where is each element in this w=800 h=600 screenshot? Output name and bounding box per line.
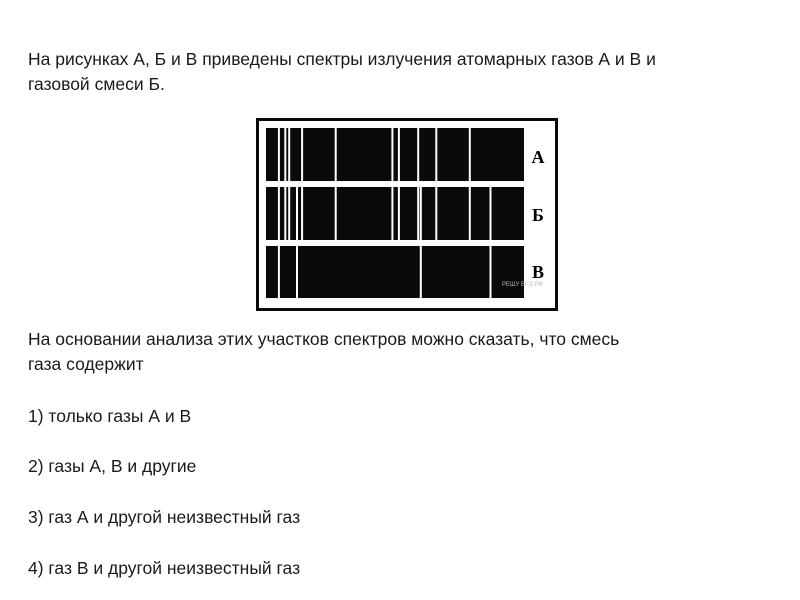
spectral-line-a-5 (335, 128, 337, 181)
spectral-line-b-2 (284, 187, 286, 240)
intro-line-2: газовой смеси Б. (28, 74, 165, 94)
spectral-line-v-4 (490, 246, 492, 298)
spectral-line-b-4 (301, 187, 303, 240)
spectra-group (266, 128, 524, 298)
spectral-line-b-13 (490, 187, 492, 240)
spectral-line-a-4 (301, 128, 303, 181)
spectral-line-a-8 (417, 128, 419, 181)
spectrum-band-v (266, 246, 524, 298)
spectral-line-a-10 (469, 128, 471, 181)
watermark: РЕШУ ЕГЭ.РФ (502, 282, 543, 288)
spectrum-label-a: А (531, 147, 545, 167)
spectral-line-b-12 (420, 187, 422, 240)
spectral-line-b-8 (417, 187, 419, 240)
spectral-line-v-1 (278, 246, 280, 298)
spectral-line-v-3 (420, 246, 422, 298)
spectral-line-a-1 (278, 128, 280, 181)
spectral-line-b-7 (398, 187, 400, 240)
answer-option-2[interactable]: 2) газы А, В и другие (28, 456, 197, 476)
answer-option-4[interactable]: 4) газ В и другой неизвестный газ (28, 558, 301, 578)
spectral-line-b-11 (296, 187, 298, 240)
spectrum-label-b: Б (532, 205, 544, 225)
spectral-line-b-5 (335, 187, 337, 240)
answer-option-1[interactable]: 1) только газы А и В (28, 406, 192, 426)
spectral-line-a-3 (288, 128, 290, 181)
emission-spectra-figure (256, 118, 558, 311)
spectrum-label-v: В (531, 262, 545, 282)
answer-option-3[interactable]: 3) газ А и другой неизвестный газ (28, 507, 301, 527)
prompt-line-2: газа содержит (28, 354, 144, 374)
spectral-line-a-9 (435, 128, 437, 181)
spectrum-band-b (266, 187, 524, 240)
spectral-line-a-6 (391, 128, 393, 181)
prompt-line-1: На основании анализа этих участков спектров можно сказать, что смесь (28, 329, 620, 349)
spectral-line-v-2 (296, 246, 298, 298)
spectrum-band-a (266, 128, 524, 181)
spectral-line-b-1 (278, 187, 280, 240)
spectral-line-a-2 (284, 128, 286, 181)
spectral-line-b-6 (391, 187, 393, 240)
spectral-line-b-3 (288, 187, 290, 240)
spectral-line-b-9 (435, 187, 437, 240)
intro-line-1: На рисунках А, Б и В приведены спектры излучения атомарных газов А и В и (28, 49, 656, 69)
spectral-line-b-10 (469, 187, 471, 240)
spectral-line-a-7 (398, 128, 400, 181)
